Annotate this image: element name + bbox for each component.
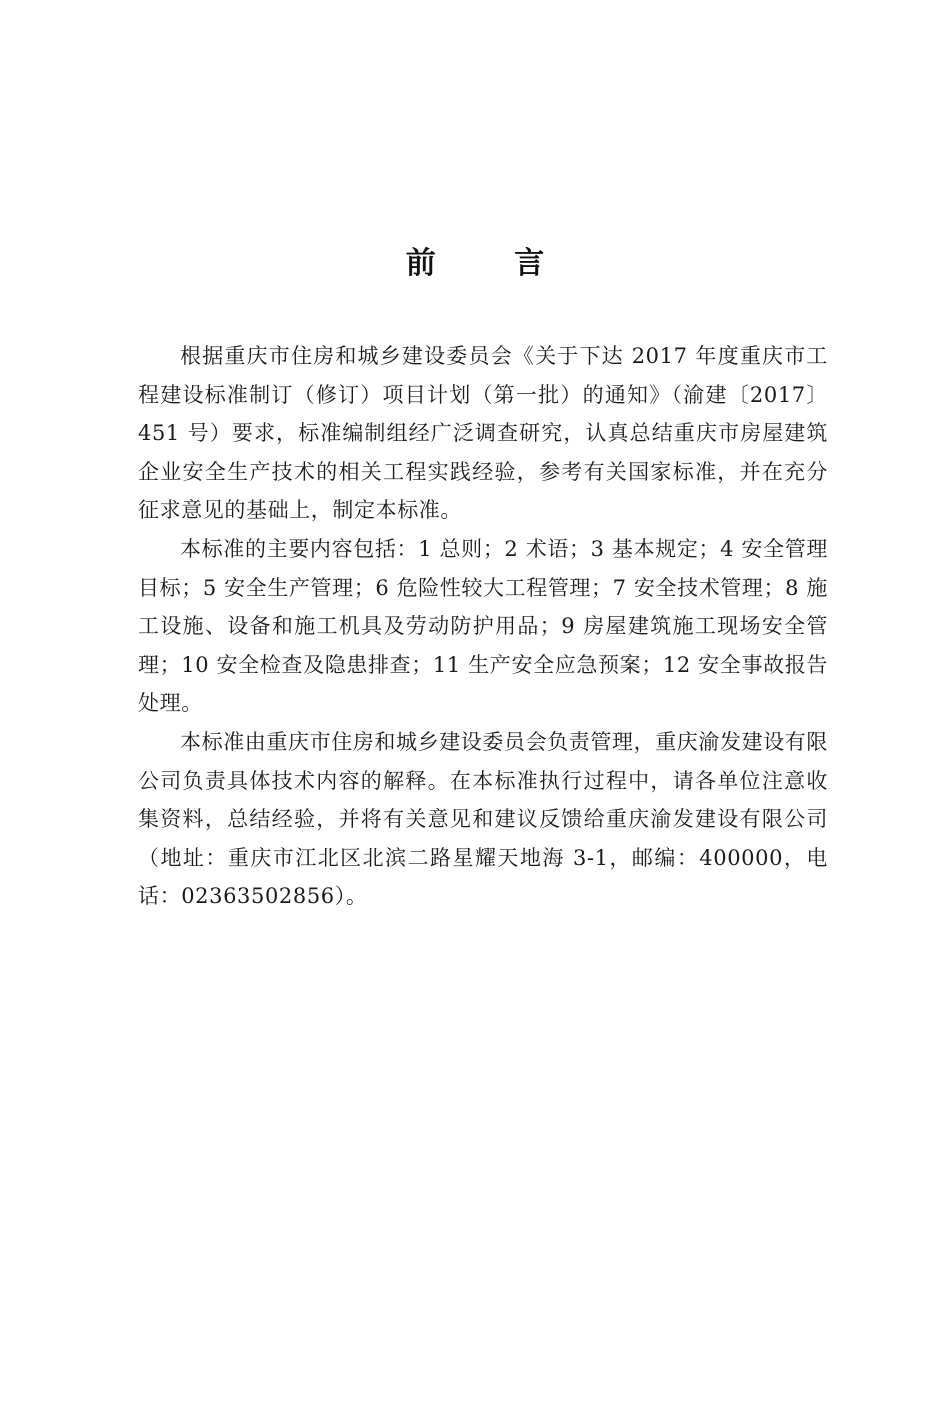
preface-body [138, 337, 828, 916]
paragraph-contents: 本标准的主要内容包括：1 总则；2 术语；3 基本规定；4 安全管理目标；5 安全生产管理；6 危险性较大工程管理；7 安全技术管理；8 施工设施、设备和施工机具及劳动防护用品；9 房屋建筑施工现场安全管理；10 安全检查及隐患排查；11 生产安全应急预案；12 安全事故报告处理。 [138, 536, 828, 716]
page-title: 前 言 [405, 246, 579, 281]
paragraph-basis: 根据重庆市住房和城乡建设委员会《关于下达 2017 年度重庆市工程建设标准制订（修订）项目计划（第一批）的通知》（渝建〔2017〕451 号）要求，标准编制组经广泛调查研究，认真总结重庆市房屋建筑企业安全生产技术的相关工程实践经验，参考有关国家标准，并在充分征求意见的基础上，制定本标准。 [138, 344, 828, 523]
paragraph-management: 本标准由重庆市住房和城乡建设委员会负责管理，重庆渝发建设有限公司负责具体技术内容的解释。在本标准执行过程中，请各单位注意收集资料，总结经验，并将有关意见和建议反馈给重庆渝发建设有限公司（地址：重庆市江北区北滨二路星耀天地海 3-1，邮编：400000，电话：02363502856）。 [138, 729, 828, 909]
